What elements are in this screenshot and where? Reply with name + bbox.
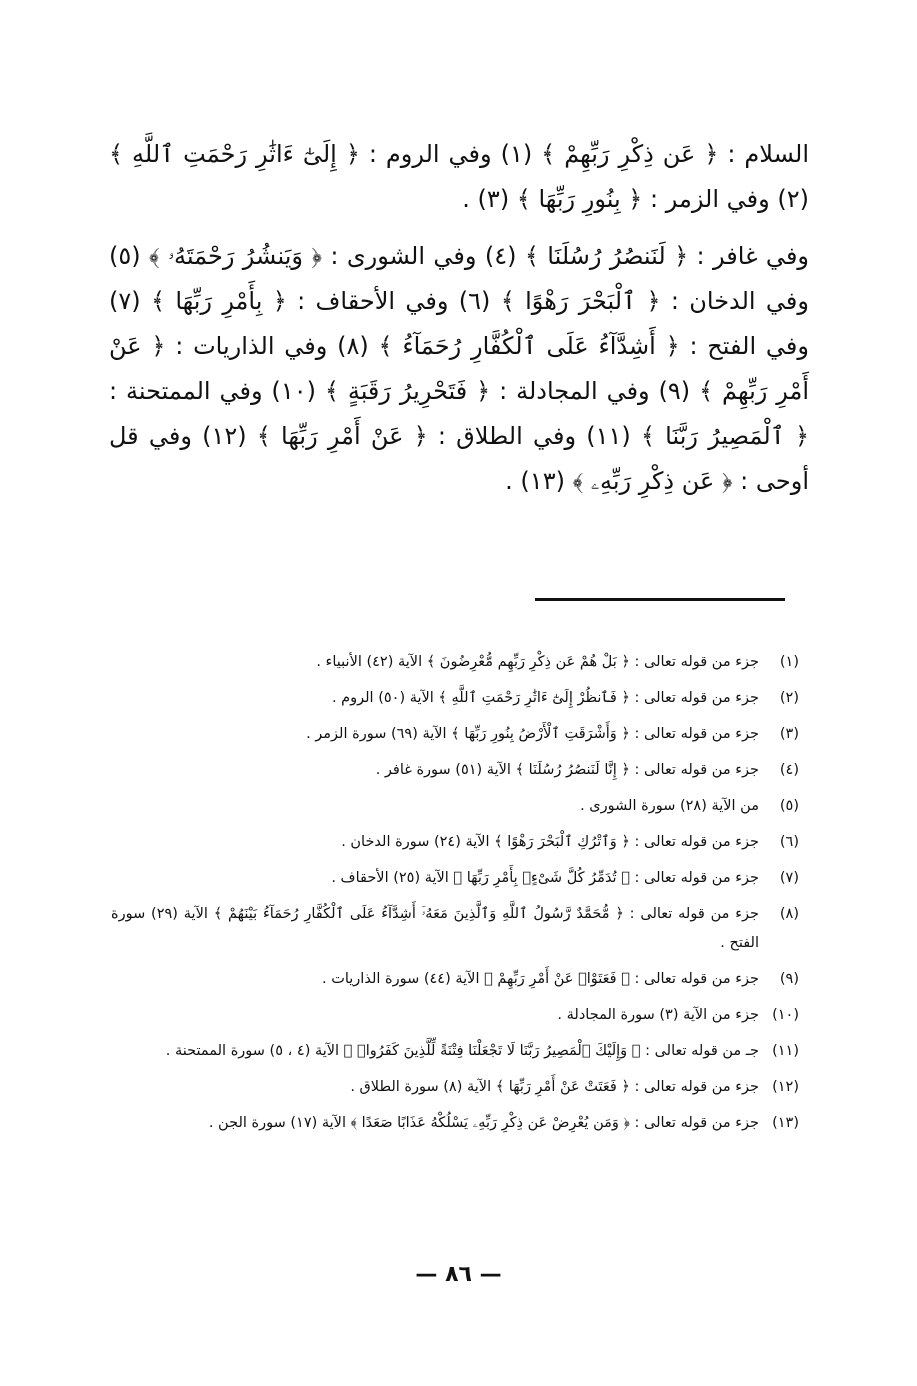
body-paragraph: السلام : ﴿ عَن ذِكْرِ رَبِّهِمْ ﴾ (١) وفي الروم : ﴿ إِلَىٰٓ ءَاثَٰرِ رَحْمَتِ ٱللَّهِ ﴾ (٢) وفي الزمر : ﴿ بِنُورِ رَبِّهَا ﴾ (٣) . — [109, 140, 809, 213]
footnotes — [111, 648, 799, 1145]
footnote-number: (١٢) — [772, 1079, 799, 1095]
footnote-text: جزء من قوله تعالى : ﴿ وَأَشْرَقَتِ ٱلْأَرْضُ بِنُورِ رَبِّهَا ﴾ الآية (٦٩) سورة الزمر . — [306, 726, 759, 742]
footnote — [111, 756, 799, 785]
footnote — [111, 828, 799, 857]
footnote — [111, 864, 799, 893]
footnote — [111, 1109, 799, 1138]
footnote-text: جزء من قوله تعالى : ﴿ بَلْ هُمْ عَن ذِكْرِ رَبِّهِم مُّعْرِضُونَ ﴾ الآية (٤٢) الأنبياء . — [316, 654, 759, 670]
footnote-number: (٣) — [779, 726, 799, 742]
footnote-number: (٧) — [779, 870, 799, 886]
footnote-text: جزء من قوله تعالى : ﴿ فَعَتَوْا۟ عَنْ أَمْرِ رَبِّهِمْ ﴾ الآية (٤٤) سورة الذاريات . — [321, 971, 759, 987]
body-paragraph: وفي غافر : ﴿ لَنَنصُرُ رُسُلَنَا ﴾ (٤) وفي الشورى : ﴿ وَيَنشُرُ رَحْمَتَهُۥ ﴾ (٥) وفي الدخان : ﴿ ٱلْبَحْرَ رَهْوًا ﴾ (٦) وفي الأحقاف : ﴿ بِأَمْرِ رَبِّهَا ﴾ (٧) وفي الفتح : ﴿ أَشِدَّآءُ عَلَى ٱلْكُفَّارِ رُحَمَآءُ ﴾ (٨) وفي الذاريات : ﴿ عَنْ أَمْرِ رَبِّهِمْ ﴾ (٩) وفي المجادلة : ﴿ فَتَحْرِيرُ رَقَبَةٍ ﴾ (١٠) وفي الممتحنة : ﴿ ٱلْمَصِيرُ رَبَّنَا ﴾ (١١) وفي الطلاق : ﴿ عَنْ أَمْرِ رَبِّهَا ﴾ (١٢) وفي قل أوحى : ﴿ عَن ذِكْرِ رَبِّهِۦ ﴾ (١٣) . — [109, 242, 810, 495]
footnote — [111, 1001, 799, 1030]
footnote-number: (٩) — [779, 971, 799, 987]
footnote-text: جزء من قوله تعالى : ﴿ إِنَّا لَنَنصُرُ رُسُلَنَا ﴾ الآية (٥١) سورة غافر . — [375, 762, 759, 778]
footnote-number: (٨) — [779, 906, 799, 922]
footnote-text: من الآية (٢٨) سورة الشورى . — [580, 798, 759, 814]
footnote-number: (١١) — [772, 1043, 799, 1059]
footnote-text: جزء من قوله تعالى : ﴿ تُدَمِّرُ كُلَّ شَىْءٍۭ بِأَمْرِ رَبِّهَا ﴾ الآية (٢٥) الأحقاف . — [331, 870, 759, 886]
footnote-number: (٦) — [779, 834, 799, 850]
footnote — [111, 720, 799, 749]
footnote-number: (١) — [779, 654, 799, 670]
footnote — [111, 684, 799, 713]
footnote-text: جزء من قوله تعالى : ﴿ وَمَن يُعْرِضْ عَن ذِكْرِ رَبِّهِۦ يَسْلُكْهُ عَذَابًا صَعَدًا ﴾ الآية (١٧) سورة الجن . — [208, 1115, 759, 1131]
footnote — [111, 1073, 799, 1102]
footnote-text: جزء من الآية (٣) سورة المجادلة . — [557, 1007, 759, 1023]
footnote-number: (٥) — [779, 798, 799, 814]
footnote-number: (٤) — [779, 762, 799, 778]
footnote — [111, 648, 799, 677]
footnote-text: جـ من قوله تعالى : ﴿ وَإِلَيْكَ ٱلْمَصِيرُ رَبَّنَا لَا تَجْعَلْنَا فِتْنَةً لِّلَّذِينَ كَفَرُوا۟ ﴾ الآية (٤ ، ٥) سورة الممتحنة . — [165, 1043, 759, 1059]
footnote-text: جزء من قوله تعالى : ﴿ مُّحَمَّدٌ رَّسُولُ ٱللَّهِ وَٱلَّذِينَ مَعَهُۥٓ أَشِدَّآءُ عَلَى ٱلْكُفَّارِ رُحَمَآءُ بَيْنَهُمْ ﴾ الآية (٢٩) سورة الفتح . — [111, 906, 759, 951]
footnote-number: (١٠) — [772, 1007, 799, 1023]
page-number: — ٨٦ — — [415, 1262, 502, 1287]
footnote-number: (٢) — [779, 690, 799, 706]
footnote — [111, 792, 799, 821]
footnote — [111, 900, 799, 958]
footnote-text: جزء من قوله تعالى : ﴿ وَٱتْرُكِ ٱلْبَحْرَ رَهْوًا ﴾ الآية (٢٤) سورة الدخان . — [341, 834, 759, 850]
footnote-number: (١٣) — [772, 1115, 799, 1131]
footnote-separator — [535, 598, 785, 601]
footnote-text: جزء من قوله تعالى : ﴿ فَعَتَتْ عَنْ أَمْرِ رَبِّهَا ﴾ الآية (٨) سورة الطلاق . — [350, 1079, 759, 1095]
footnote — [111, 965, 799, 994]
footnote — [111, 1037, 799, 1066]
main-text — [109, 132, 809, 504]
footnote-text: جزء من قوله تعالى : ﴿ فَٱنظُرْ إِلَىٰٓ ءَاثَٰرِ رَحْمَتِ ٱللَّهِ ﴾ الآية (٥٠) الروم . — [331, 690, 759, 706]
